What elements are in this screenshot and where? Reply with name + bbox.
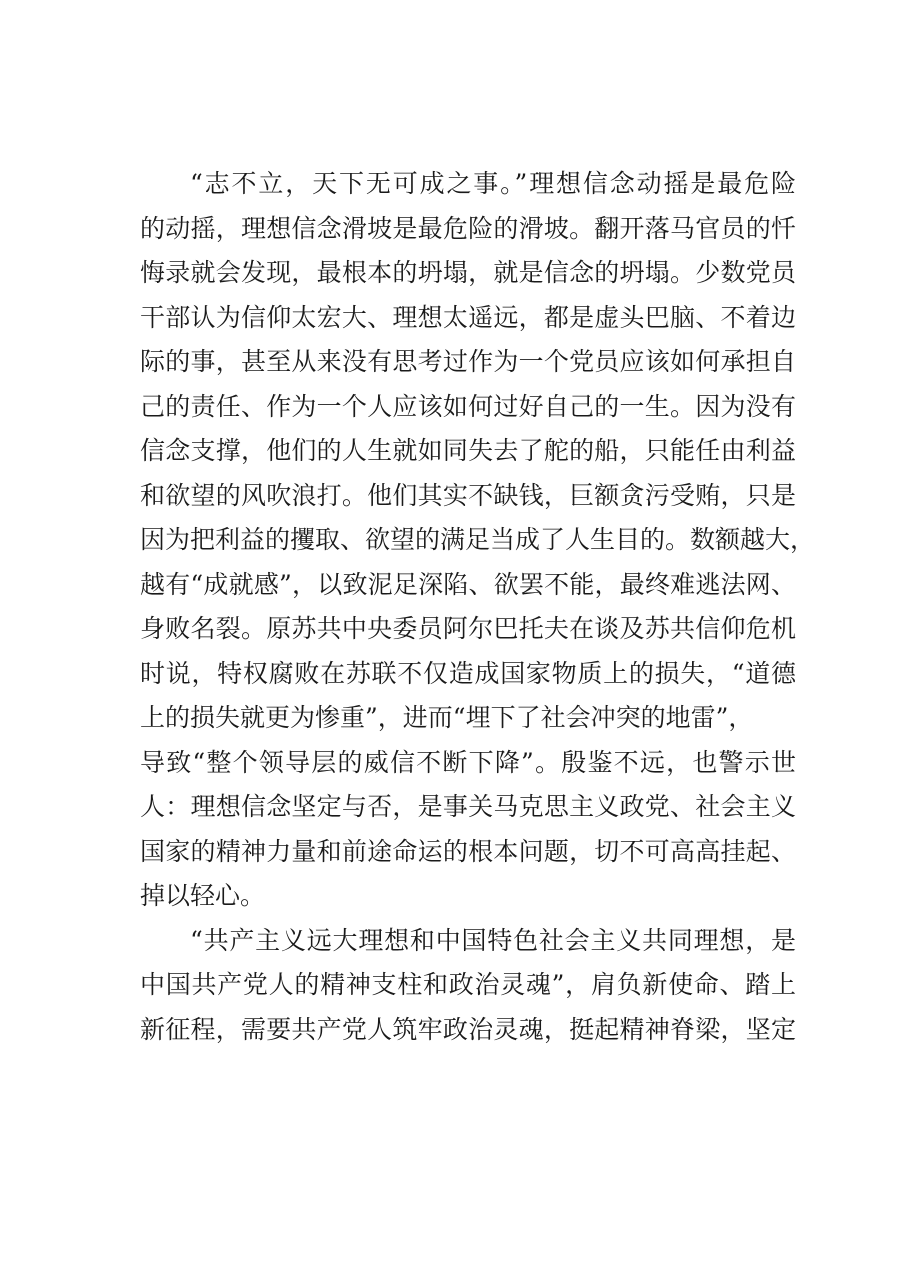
text-line: 干部认为信仰太宏大、理想太遥远，都是虚头巴脑、不着边 xyxy=(140,302,796,332)
text-line: 中国共产党人的精神支柱和政治灵魂”，肩负新使命、踏上 xyxy=(140,970,796,999)
text-line: 掉以轻心。 xyxy=(140,881,266,910)
text-line: 因为把利益的攫取、欲望的满足当成了人生目的。数额越大， xyxy=(140,525,816,554)
text-line: “志不立，天下无可成之事。”理想信念动摇是最危险 xyxy=(190,169,796,198)
text-line: 和欲望的风吹浪打。他们其实不缺钱，巨额贪污受贿，只是 xyxy=(140,480,796,510)
text-line: 新征程，需要共产党人筑牢政治灵魂，挺起精神脊梁，坚定 xyxy=(140,1014,796,1044)
paragraph-1 xyxy=(140,162,816,919)
text-line: “共产主义远大理想和中国特色社会主义共同理想，是 xyxy=(190,925,796,955)
text-line: 己的责任、作为一个人应该如何过好自己的一生。因为没有 xyxy=(140,391,796,421)
paragraph-2 xyxy=(140,919,796,1053)
text-line: 时说，特权腐败在苏联不仅造成国家物质上的损失，“道德 xyxy=(140,658,796,688)
document-body xyxy=(140,162,816,1052)
text-line: 人：理想信念坚定与否，是事关马克思主义政党、社会主义 xyxy=(140,792,796,821)
text-line: 国家的精神力量和前途命运的根本问题，切不可高高挂起、 xyxy=(140,836,796,866)
text-line: 悔录就会发现，最根本的坍塌，就是信念的坍塌。少数党员 xyxy=(140,258,796,287)
text-line: 身败名裂。原苏共中央委员阿尔巴托夫在谈及苏共信仰危机 xyxy=(140,614,796,643)
text-line: 导致“整个领导层的威信不断下降”。殷鉴不远，也警示世 xyxy=(140,747,796,777)
text-line: 越有“成就感”，以致泥足深陷、欲罢不能，最终难逃法网、 xyxy=(140,569,796,599)
text-line: 际的事，甚至从来没有思考过作为一个党员应该如何承担自 xyxy=(140,347,796,376)
text-line: 上的损失就更为惨重”，进而“埋下了社会冲突的地雷”， xyxy=(140,703,754,732)
text-line: 的动摇，理想信念滑坡是最危险的滑坡。翻开落马官员的忏 xyxy=(140,213,796,243)
text-line: 信念支撑，他们的人生就如同失去了舵的船，只能任由利益 xyxy=(140,436,796,465)
